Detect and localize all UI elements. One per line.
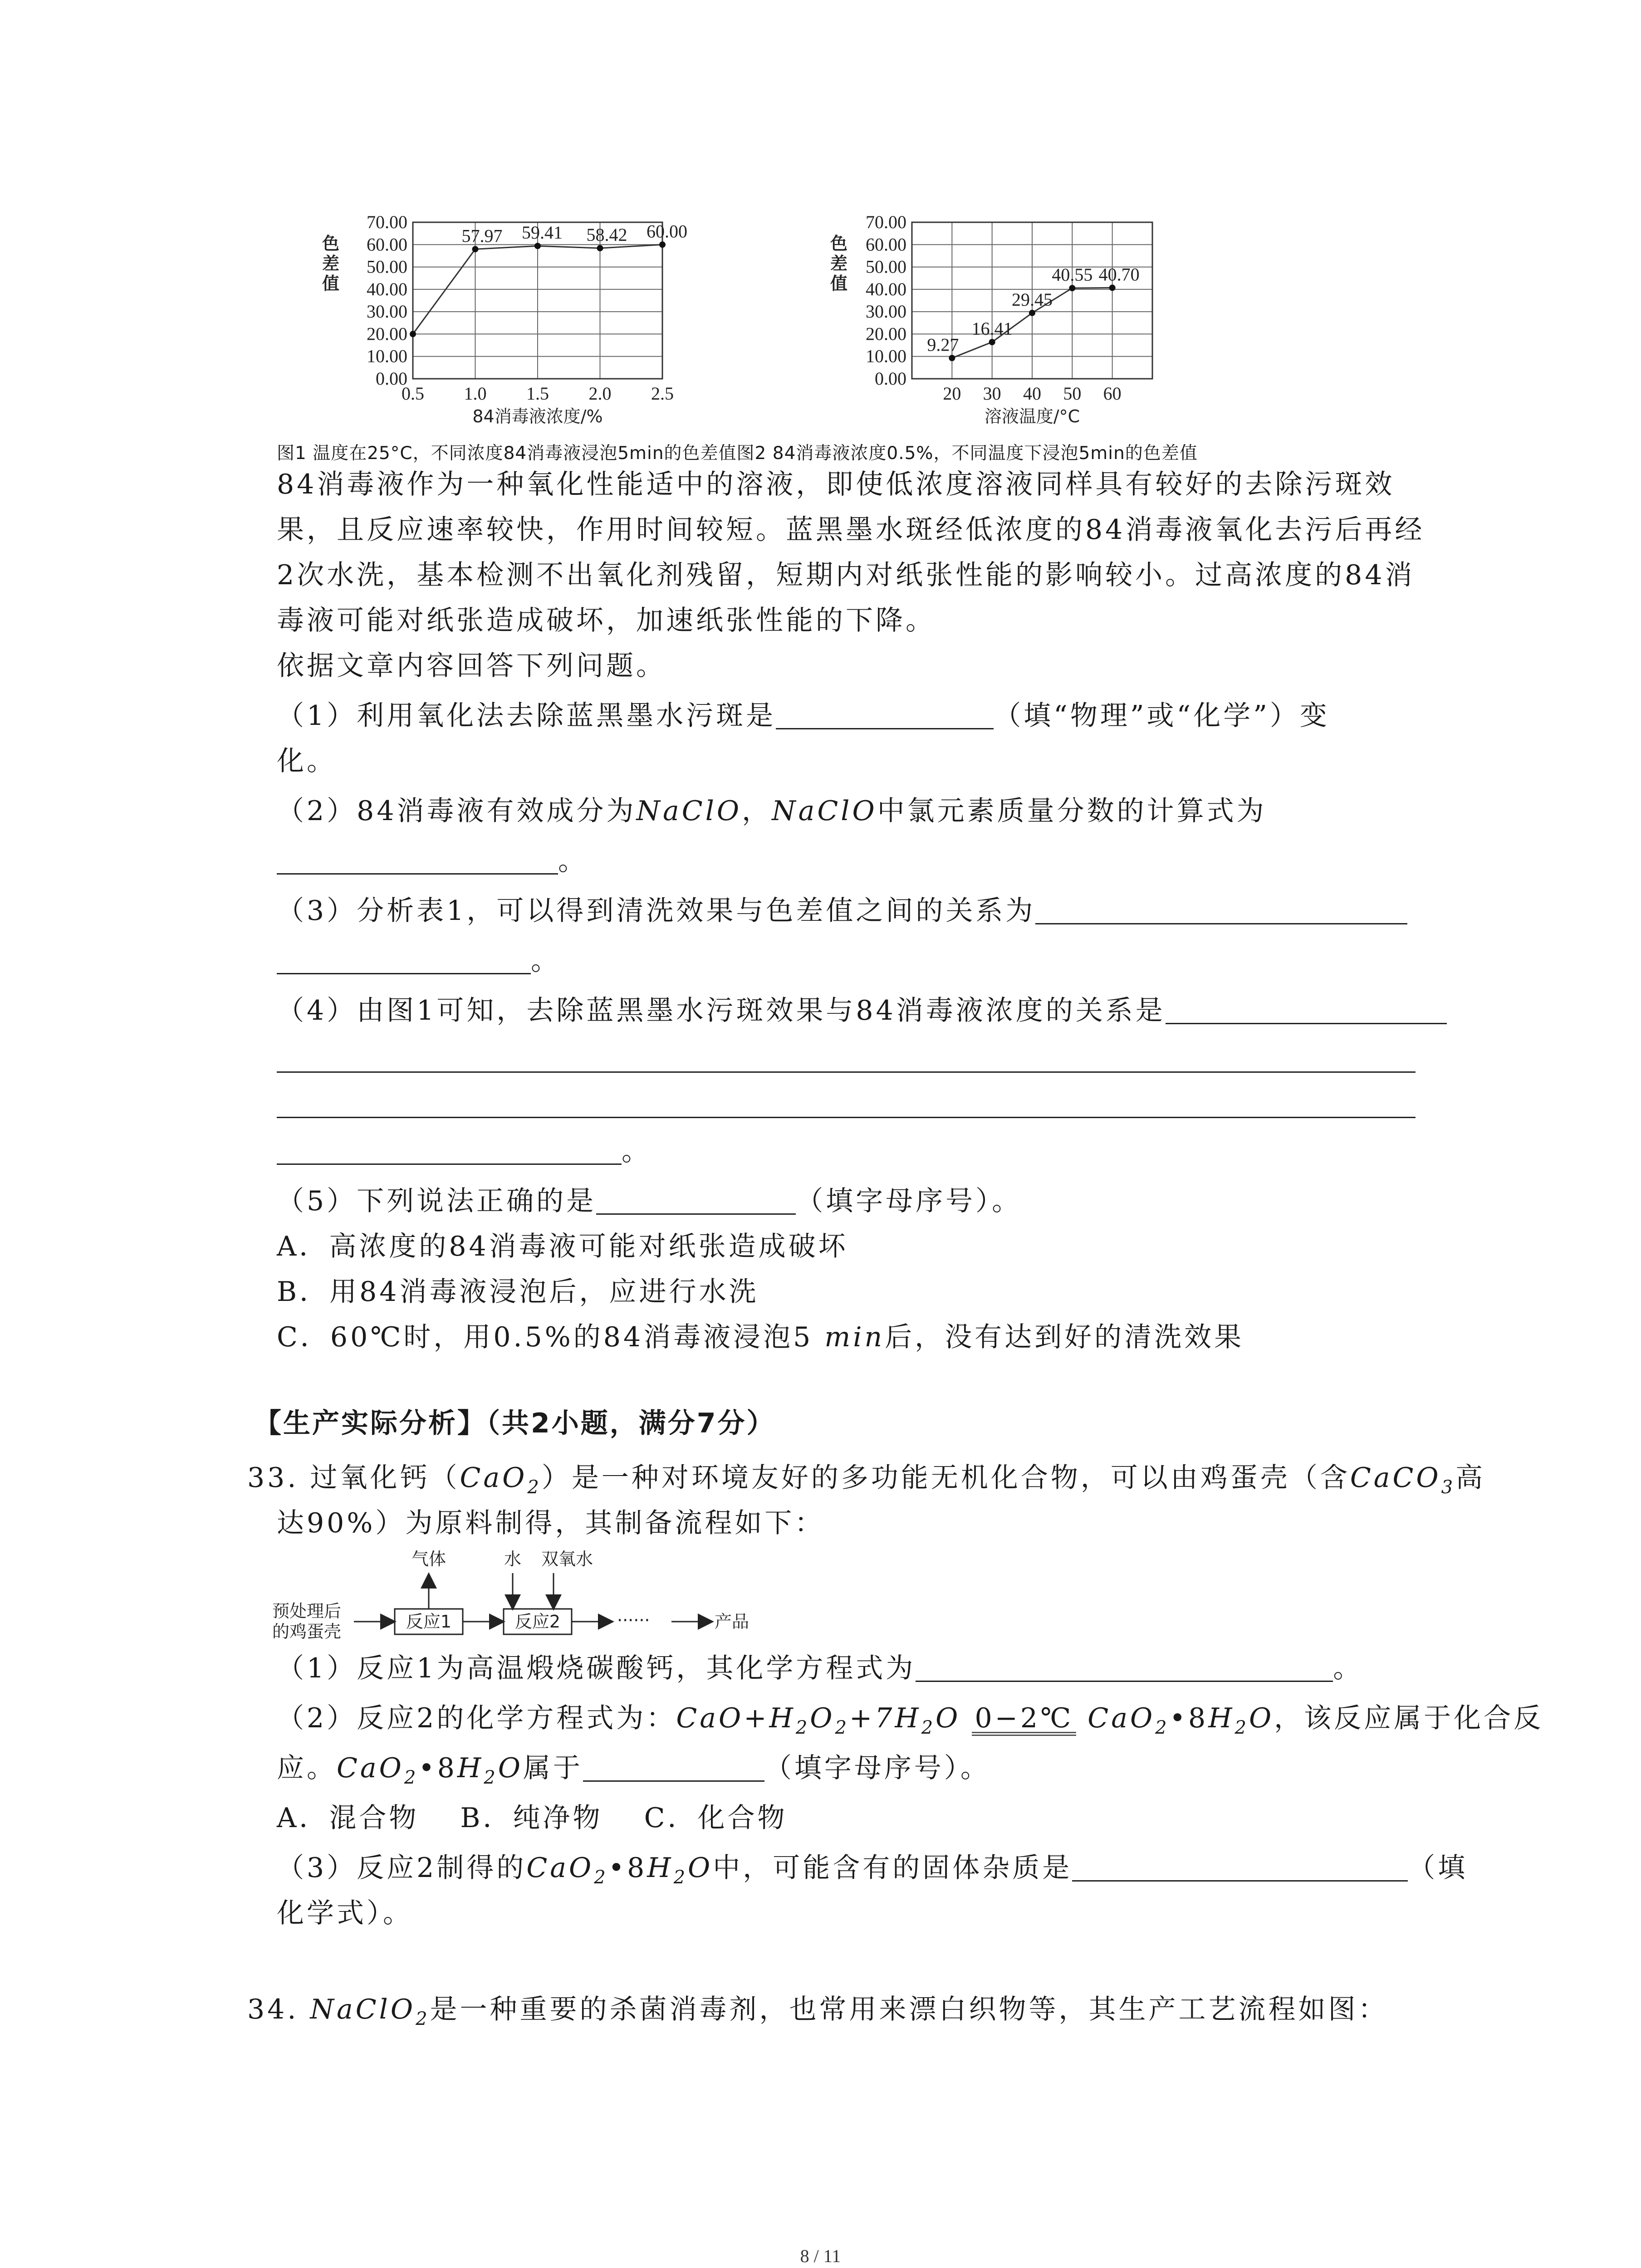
question-3: （3）分析表1，可以得到清洗效果与色差值之间的关系为 — [277, 888, 1407, 934]
question-1 — [277, 693, 1330, 738]
q2-cont: 。 — [277, 838, 588, 884]
c2-point — [1109, 284, 1116, 291]
chart2-y-ticks — [866, 212, 906, 389]
c2-ytick-label: 60.00 — [866, 234, 906, 255]
c2-xtick-label: 40 — [1023, 383, 1041, 404]
q33-sub-2-options: A．混合物 B．纯净物 C．化合物 — [277, 1802, 788, 1834]
page-number: 8 / 11 — [800, 2246, 841, 2266]
q4-answer-line-3[interactable] — [277, 1117, 1416, 1118]
c1-ylabel: 色差值 — [322, 234, 340, 293]
chem-naclo-2: NaClO — [772, 795, 877, 827]
q33-line-2: 达90%）为原料制得，其制备流程如下： — [277, 1507, 825, 1539]
c2-xtick-label: 30 — [983, 383, 1001, 404]
flow-water-label: 水 — [504, 1549, 522, 1569]
chart1-xlabel: 84消毒液浓度/% — [472, 406, 603, 426]
c1-point — [597, 245, 603, 251]
c1-data-label: 58.42 — [586, 225, 627, 245]
c1-data-label: 60.00 — [647, 221, 687, 242]
figure2-chart — [826, 209, 1198, 431]
q1-answer-blank[interactable] — [776, 701, 994, 729]
article-line-1: 84消毒液作为一种氧化性能适中的溶液，即使低浓度溶液同样具有较好的去除污斑效 — [277, 469, 1395, 500]
q33-sub-3: （3）反应2制得的$CaO_2•8H_2O$中，可能含有的固体杂质是 （填 — [277, 1852, 1468, 1888]
q4-answer-blank-1[interactable] — [1166, 996, 1447, 1024]
q1-text: （1）利用氧化法去除蓝黑墨水污斑是 — [277, 700, 776, 732]
q3-cont: 。 — [277, 938, 561, 983]
q2-answer-blank[interactable] — [277, 846, 558, 875]
c2-point — [989, 339, 995, 345]
c1-ytick-label: 60.00 — [367, 234, 407, 255]
chart1-data-labels — [462, 221, 688, 246]
reaction-condition: 0−2℃ — [972, 1705, 1076, 1736]
chart1-y-ticks — [367, 212, 407, 389]
q5-answer-blank[interactable] — [596, 1186, 796, 1215]
flow-product: 产品 — [715, 1612, 749, 1632]
flow-gas-label: 气体 — [411, 1549, 446, 1569]
q4-answer-line-2[interactable] — [277, 1071, 1416, 1073]
question-34: 34. NaClO$_2$是一种重要的杀菌消毒剂，也常用来漂白织物等，其生产工艺流程如图： — [247, 1994, 1388, 2029]
c1-ytick-label: 10.00 — [367, 346, 407, 367]
c2-xtick-label: 20 — [943, 383, 961, 404]
q33-flow-diagram — [272, 1547, 817, 1647]
q33-3-answer-blank[interactable] — [1072, 1853, 1408, 1882]
c2-data-label: 16.41 — [971, 318, 1013, 339]
c2-point — [1029, 310, 1035, 316]
c1-ytick-label: 50.00 — [367, 256, 407, 277]
figure-caption: 图1 温度在25°C，不同浓度84消毒液浸泡5min的色差值图2 84消毒液浓度0.5%，不同温度下浸泡5min的色差值 — [277, 443, 1198, 464]
c1-ytick-label: 70.00 — [367, 212, 407, 232]
flow-h2o2-label: 双氧水 — [541, 1549, 593, 1569]
figure1-chart — [318, 209, 726, 431]
c2-ytick-label: 20.00 — [866, 323, 906, 344]
flow-box-2-label: 反应2 — [514, 1612, 561, 1632]
flow-dots: ······ — [617, 1610, 650, 1630]
c2-data-label: 9.27 — [927, 334, 959, 355]
c1-point — [659, 241, 666, 248]
article-line-3: 2次水洗，基本检测不出氧化剂残留，短期内对纸张性能的影响较小。过高浓度的84消 — [277, 559, 1415, 591]
q1-cont: 化。 — [277, 745, 337, 777]
c2-ylabel: 色差值 — [830, 234, 848, 293]
c2-point — [949, 355, 955, 361]
c2-data-label: 29.45 — [1012, 289, 1053, 310]
c1-ytick-label: 40.00 — [367, 279, 407, 299]
article-line-2: 果，且反应速率较快，作用时间较短。蓝黑墨水斑经低浓度的84消毒液氧化去污后再经 — [277, 514, 1425, 546]
q5-option-a: A．高浓度的84消毒液可能对纸张造成破坏 — [277, 1231, 848, 1262]
question-2: （2）84消毒液有效成分为NaClO，NaClO中氯元素质量分数的计算式为 — [277, 795, 1267, 827]
q5-option-c: C．60℃时，用0.5%的84消毒液浸泡5 min后，没有达到好的清洗效果 — [277, 1321, 1244, 1353]
c1-xtick-label: 2.0 — [588, 383, 612, 404]
c2-data-label: 40.70 — [1098, 264, 1140, 285]
flow-box-1-label: 反应1 — [406, 1612, 452, 1632]
c1-ytick-label: 20.00 — [367, 323, 407, 344]
q4-cont: 。 — [277, 1129, 652, 1174]
q5-option-b: B．用84消毒液浸泡后，应进行水洗 — [277, 1276, 759, 1308]
c1-xtick-label: 1.0 — [464, 383, 487, 404]
section-title: 【生产实际分析】（共2小题，满分7分） — [254, 1408, 776, 1439]
c2-xtick-label: 60 — [1103, 383, 1122, 404]
q33-sub-1: （1）反应1为高温煅烧碳酸钙，其化学方程式为 。 — [277, 1652, 1363, 1684]
chart1-x-ticks — [402, 383, 674, 404]
c2-ytick-label: 0.00 — [875, 368, 906, 389]
c2-ytick-label: 30.00 — [866, 301, 906, 322]
c1-xtick-label: 1.5 — [526, 383, 549, 404]
chem-naclo: NaClO — [636, 795, 742, 827]
chart2-data-labels — [927, 264, 1139, 355]
q1-hint: （填“物理”或“化学”）变 — [994, 700, 1330, 732]
c1-point — [472, 246, 479, 252]
q33-1-answer-blank[interactable] — [916, 1653, 1333, 1682]
c2-ytick-label: 40.00 — [866, 279, 906, 299]
chart2-xlabel: 溶液温度/°C — [984, 406, 1080, 426]
article-line-4: 毒液可能对纸张造成破坏，加速纸张性能的下降。 — [277, 605, 936, 636]
q33-sub-3-cont: 化学式）。 — [277, 1897, 413, 1929]
c2-point — [1069, 285, 1075, 291]
flow-input-2: 的鸡蛋壳 — [272, 1622, 342, 1642]
q4-answer-blank-4[interactable] — [277, 1136, 622, 1165]
c1-point — [534, 243, 541, 249]
q33-sub-2-cont: 应。$CaO_2•8H_2O$属于 （填字母序号）。 — [277, 1752, 990, 1788]
c1-data-label: 57.97 — [461, 225, 503, 246]
question-4: （4）由图1可知，去除蓝黑墨水污斑效果与84消毒液浓度的关系是 — [277, 988, 1447, 1033]
c1-ytick-label: 30.00 — [367, 301, 407, 322]
c2-ytick-label: 70.00 — [866, 212, 906, 232]
c2-ytick-label: 50.00 — [866, 256, 906, 277]
c2-ytick-label: 10.00 — [866, 346, 906, 367]
c1-point — [410, 331, 416, 337]
question-33: 33. 过氧化钙（CaO$_2$）是一种对环境友好的多功能无机化合物，可以由鸡蛋壳（含CaCO$_3$高 — [247, 1462, 1486, 1498]
c2-data-label: 40.55 — [1052, 264, 1093, 285]
instruction: 依据文章内容回答下列问题。 — [277, 650, 666, 682]
q33-2-answer-blank[interactable] — [583, 1753, 764, 1782]
question-5: （5）下列说法正确的是 （填字母序号）。 — [277, 1185, 1022, 1217]
chart2-x-ticks — [943, 383, 1121, 404]
flow-input-1: 预处理后 — [272, 1601, 342, 1621]
q33-sub-2: （2）反应2的化学方程式为：$CaO+H_2O_2+7H_2O$ 0−2℃ $CaO_2•8H_2O$，该反应属于化合反 — [277, 1702, 1544, 1738]
c1-xtick-label: 2.5 — [651, 383, 674, 404]
c1-data-label: 59.41 — [522, 222, 563, 243]
c2-xtick-label: 50 — [1063, 383, 1082, 404]
c1-ytick-label: 0.00 — [376, 368, 407, 389]
q3-answer-blank-2[interactable] — [277, 946, 531, 974]
q3-answer-blank-1[interactable] — [1035, 896, 1407, 924]
c1-xtick-label: 0.5 — [402, 383, 424, 404]
